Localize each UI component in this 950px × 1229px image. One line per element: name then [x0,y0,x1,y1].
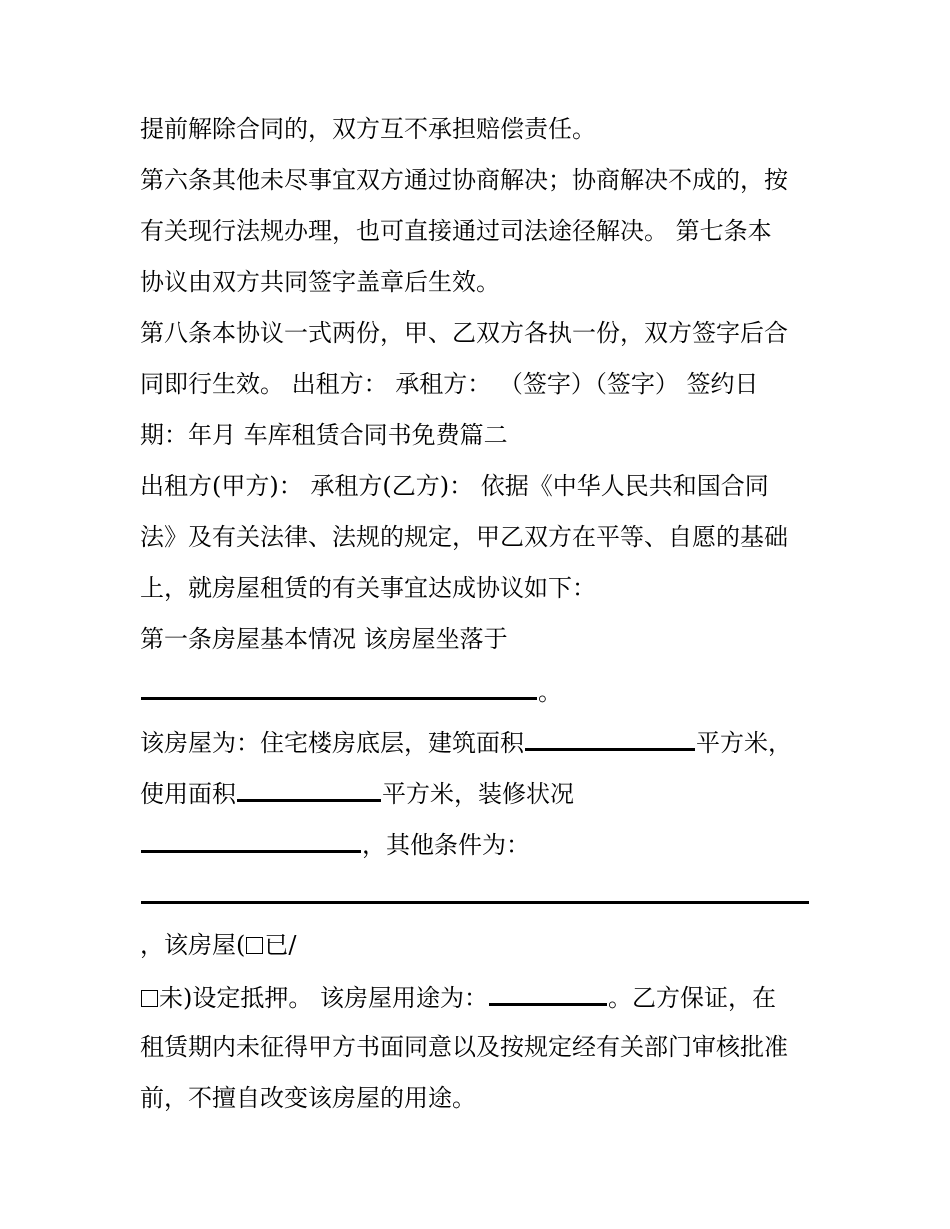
checkbox-icon [141,990,158,1007]
house-type-prefix: 该房屋为：住宅楼房底层，建筑面积 [140,729,524,757]
house-type-line [140,726,792,758]
area-unit: 平方米， [696,729,792,757]
mortgage-not: 未)设定抵押。 该房屋用途为： [159,984,488,1012]
text-line: 出租方(甲方)： 承租方(乙方)： 依据《中华人民共和国合同 [140,472,769,500]
decoration-blank [141,828,361,853]
usable-area-prefix: 使用面积 [140,780,236,808]
other-conditions-line [140,879,810,911]
text-line: 前，不擅自改变该房屋的用途。 [140,1084,476,1112]
location-line [140,675,562,707]
text-line: 同即行生效。 出租方： 承租方： （签字）（签字） 签约日 [140,370,759,398]
mortgage-line [140,930,296,960]
text-line: 有关现行法规办理，也可直接通过司法途径解决。 第七条本 [140,217,772,245]
decoration-line [140,828,530,860]
usage-blank [489,981,607,1006]
checkbox-icon [246,937,263,954]
text-line: 法》及有关法律、法规的规定，甲乙双方在平等、自愿的基础 [140,523,788,551]
text-line: 上，就房屋租赁的有关事宜达成协议如下： [140,574,596,602]
other-conditions-blank [141,879,809,904]
text-line: 第六条其他未尽事宜双方通过协商解决；协商解决不成的，按 [140,166,788,194]
mortgage-not-line [140,981,776,1013]
other-conditions-label: ，其他条件为： [362,831,530,859]
floor-area-blank [525,726,695,751]
mortgage-prefix: ，该房屋( [140,931,246,959]
text-line: 期：年月 车库租赁合同书免费篇二 [140,421,508,449]
location-end: 。 [538,678,562,706]
location-blank [141,675,537,700]
text-line: 租赁期内未征得甲方书面同意以及按规定经有关部门审核批准 [140,1033,788,1061]
text-line: 提前解除合同的，双方互不承担赔偿责任。 [140,115,596,143]
text-line: 第八条本协议一式两份，甲、乙双方各执一份，双方签字后合 [140,319,788,347]
usable-area-blank [237,777,381,802]
usable-area-line [140,777,574,809]
mortgage-already: 已/ [264,931,297,959]
decoration-label: 平方米，装修状况 [382,780,574,808]
text-line: 协议由双方共同签字盖章后生效。 [140,268,500,296]
guarantee-text: 。乙方保证，在 [608,984,776,1012]
text-line: 第一条房屋基本情况 该房屋坐落于 [140,625,508,653]
